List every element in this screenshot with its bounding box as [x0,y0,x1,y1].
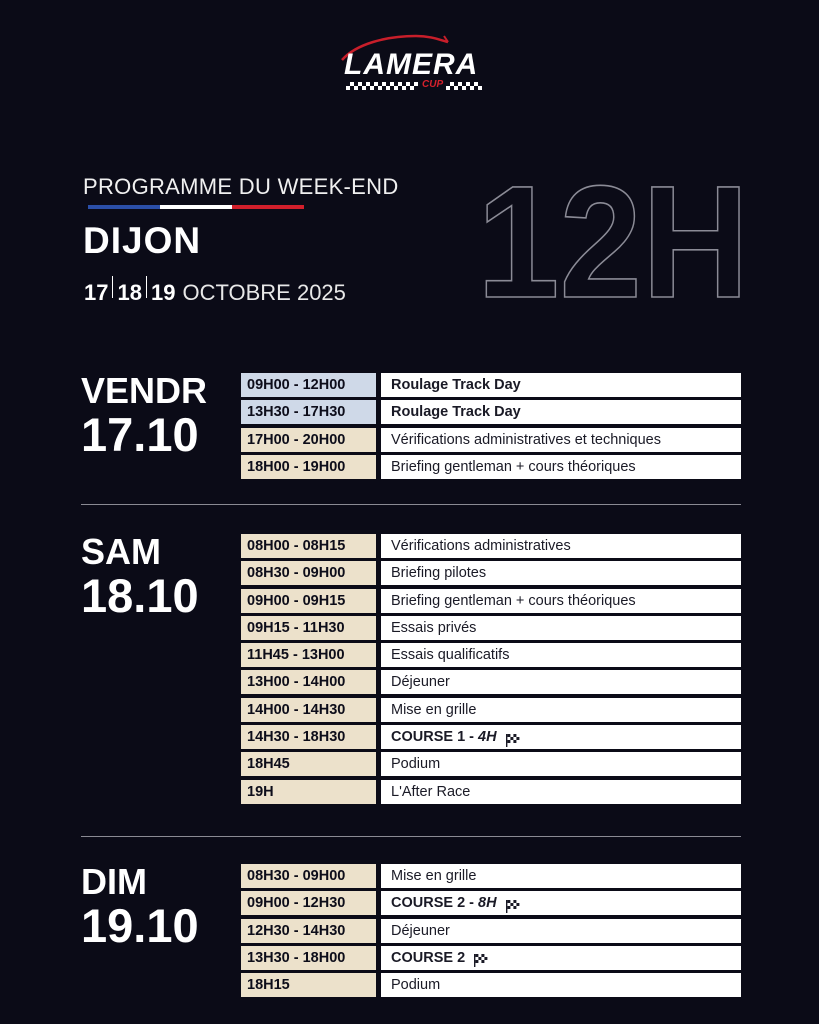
date-day-3: 19 [150,280,176,305]
race-duration: 8H [478,895,497,912]
activity-label: Briefing pilotes [391,565,487,582]
time-cell: 14H30 - 18H30 [241,725,376,749]
flag-red [232,205,304,209]
activity-label: Mise en grille [391,868,477,884]
activity-cell [381,698,741,722]
activity-cell [381,973,741,997]
time-cell: 18H15 [241,973,376,997]
flag-white [160,205,232,209]
time-cell: 08H30 - 09H00 [241,864,376,888]
day-date: 19.10 [81,899,199,952]
time-cell: 08H00 - 08H15 [241,534,376,558]
activity-cell [381,891,741,915]
time-cell: 14H00 - 14H30 [241,698,376,722]
activity-label: COURSE 2 - [391,895,479,912]
section-divider [81,504,741,505]
activity-label: COURSE 2 [391,949,466,966]
schedule-row [241,725,741,749]
schedule-row [241,891,741,915]
schedule-table-saturday [241,534,741,807]
time-cell: 19H [241,780,376,804]
activity-cell [381,400,741,424]
activity-cell [381,780,741,804]
schedule-row [241,616,741,640]
schedule-row [241,373,741,397]
schedule-row [241,698,741,722]
schedule-row [241,973,741,997]
time-cell: 09H00 - 09H15 [241,589,376,613]
date-separator [112,276,113,298]
activity-cell [381,455,741,479]
activity-label: Briefing gentleman + cours théoriques [391,458,636,475]
logo-wordmark: LAMERA [344,48,479,81]
flag-blue [88,205,160,209]
activity-cell [381,534,741,558]
lamera-cup-logo [336,30,488,94]
activity-cell [381,373,741,397]
page-subtitle: PROGRAMME DU WEEK-END [83,174,399,199]
race-duration: 4H [478,729,497,746]
time-cell: 09H15 - 11H30 [241,616,376,640]
activity-label: Podium [391,977,441,994]
day-label-saturday [81,531,199,622]
activity-cell [381,428,741,452]
activity-label: Vérifications administratives et techniques [391,431,661,448]
day-date: 17.10 [81,408,199,461]
activity-label: Déjeuner [391,674,450,691]
date-day-1: 17 [84,280,109,305]
activity-cell [381,589,741,613]
activity-label: COURSE 1 - [391,729,479,746]
schedule-row [241,534,741,558]
day-name: VENDR [81,370,208,411]
time-cell: 13H30 - 18H00 [241,946,376,970]
schedule-table-sunday [241,864,741,1000]
time-cell: 13H00 - 14H00 [241,670,376,694]
activity-cell [381,752,741,776]
activity-label: Déjeuner [391,922,450,939]
logo-cup-text: CUP [422,79,444,90]
french-flag-stripe [88,205,304,209]
12h-badge [475,172,755,302]
activity-cell [381,561,741,585]
day-label-sunday [81,861,199,952]
schedule-row [241,780,741,804]
12h-badge-text: 12H [477,172,749,302]
time-cell: 18H45 [241,752,376,776]
time-cell: 12H30 - 14H30 [241,919,376,943]
city-title: DIJON [83,220,202,261]
day-label-friday [81,370,208,461]
schedule-row [241,428,741,452]
activity-label: Essais privés [391,619,477,636]
activity-label: Podium [391,756,441,773]
activity-cell [381,725,741,749]
activity-label: Vérifications administratives [391,538,571,554]
schedule-row [241,455,741,479]
time-cell: 08H30 - 09H00 [241,561,376,585]
schedule-row [241,643,741,667]
activity-cell [381,864,741,888]
time-cell: 09H00 - 12H00 [241,373,376,397]
time-cell: 11H45 - 13H00 [241,643,376,667]
activity-label: Roulage Track Day [391,377,521,393]
activity-label: Briefing gentleman + cours théoriques [391,592,636,609]
schedule-table-friday [241,373,741,482]
time-cell: 18H00 - 19H00 [241,455,376,479]
activity-cell [381,616,741,640]
day-date: 18.10 [81,569,199,622]
activity-label: Mise en grille [391,701,477,718]
date-month-year: OCTOBRE 2025 [182,280,346,305]
time-cell: 09H00 - 12H30 [241,891,376,915]
schedule-row [241,946,741,970]
activity-label: L'After Race [391,783,471,800]
schedule-row [241,400,741,424]
checkered-flag-icon [504,731,520,744]
section-divider [81,836,741,837]
schedule-row [241,919,741,943]
checkered-flag-icon [472,951,488,964]
activity-cell [381,670,741,694]
checkered-stripe [446,82,482,90]
date-day-2: 18 [117,280,142,305]
schedule-row [241,561,741,585]
schedule-row [241,752,741,776]
date-separator [146,276,147,298]
event-dates [84,280,346,306]
schedule-row [241,864,741,888]
day-name: DIM [81,861,147,902]
activity-label: Essais qualificatifs [391,647,510,664]
activity-cell [381,643,741,667]
checkered-stripe [346,82,418,90]
schedule-row [241,589,741,613]
activity-cell [381,919,741,943]
day-name: SAM [81,531,161,572]
activity-label: Roulage Track Day [391,404,521,421]
activity-cell [381,946,741,970]
checkered-flag-icon [504,897,520,910]
time-cell: 17H00 - 20H00 [241,428,376,452]
time-cell: 13H30 - 17H30 [241,400,376,424]
schedule-row [241,670,741,694]
